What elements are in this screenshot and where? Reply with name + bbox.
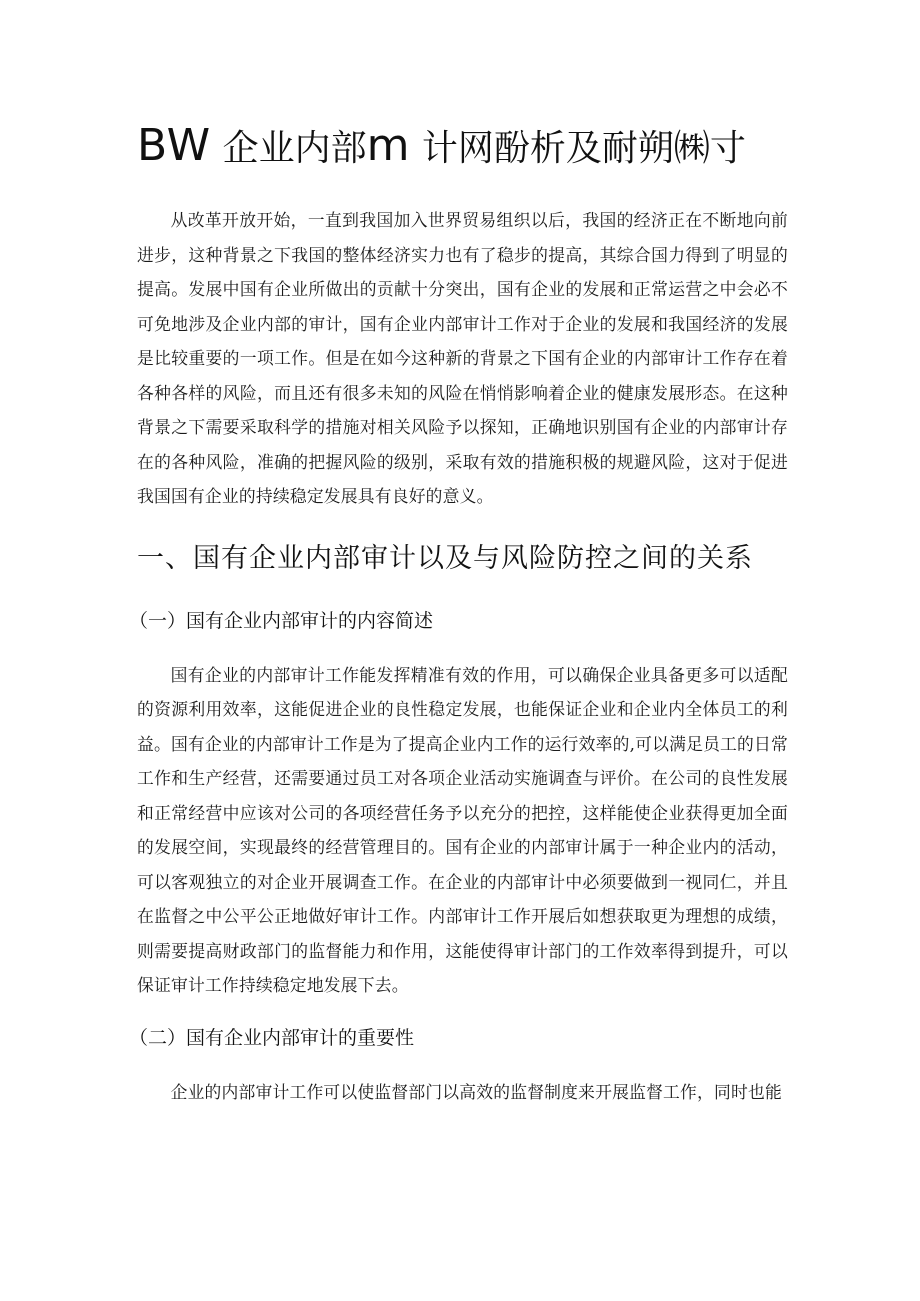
title-latin-part-2: m xyxy=(366,120,411,171)
subsection-heading-1: （一）国有企业内部审计的内容简述 xyxy=(129,609,434,632)
subsection-2-paragraph: 企业的内部审计工作可以使监督部门以高效的监督制度来开展监督工作，同时也能 xyxy=(170,1081,782,1102)
subsection-heading-2: （二）国有企业内部审计的重要性 xyxy=(129,1026,415,1049)
title-latin-part-1: BW xyxy=(137,120,212,171)
section-heading-1: 一、国有企业内部审计以及与风险防控之间的关系 xyxy=(137,542,753,574)
intro-paragraph: 从改革开放开始，一直到我国加入世界贸易组织以后，我国的经济正在不断地向前进步，这种背景之下我国的整体经济实力也有了稳步的提高，其综合国力得到了明显的提高。发展中国有企业所做出的贡献十分突出，国有企业的发展和正常运营之中会必不可免地涉及企业内部的审计，国有企业内部审计工作对于企业的发展和我国经济的发展是比较重要的一项工作。但是在如今这种新的背景之下国有企业的内部审计工作存在着各种各样的风险，而且还有很多未知的风险在悄悄影响着企业的健康发展形态。在这种背景之下需要采取科学的措施对相关风险予以探知，正确地识别国有企业的内部审计存在的各种风险，准确的把握风险的级别，采取有效的措施积极的规避风险，这对于促进我国国有企业的持续稳定发展具有良好的意义。 xyxy=(137,210,788,506)
title-cjk-part-2: 计网酚析及耐朔㈱寸 xyxy=(421,128,746,169)
subsection-1-paragraph: 国有企业的内部审计工作能发挥精准有效的作用，可以确保企业具备更多可以适配的资源利用效率，这能促进企业的良性稳定发展，也能保证企业和企业内全体员工的利益。国有企业的内部审计工作是为了提高企业内工作的运行效率的,可以满足员工的日常工作和生产经营，还需要通过员工对各项企业活动实施调查与评价。在公司的良性发展和正常经营中应该对公司的各项经营任务予以充分的把控，这样能使企业获得更加全面的发展空间，实现最终的经营管理目的。国有企业的内部审计属于一种企业内的活动，可以客观独立的对企业开展调查工作。在企业的内部审计中必须要做到一视同仁，并且在监督之中公平公正地做好审计工作。内部审计工作开展后如想获取更为理想的成绩，则需要提高财政部门的监督能力和作用，这能使得审计部门的工作效率得到提升，可以保证审计工作持续稳定地发展下去。 xyxy=(137,664,788,995)
title-cjk-part-1: 企业内部 xyxy=(222,128,367,169)
document-title xyxy=(137,118,788,177)
